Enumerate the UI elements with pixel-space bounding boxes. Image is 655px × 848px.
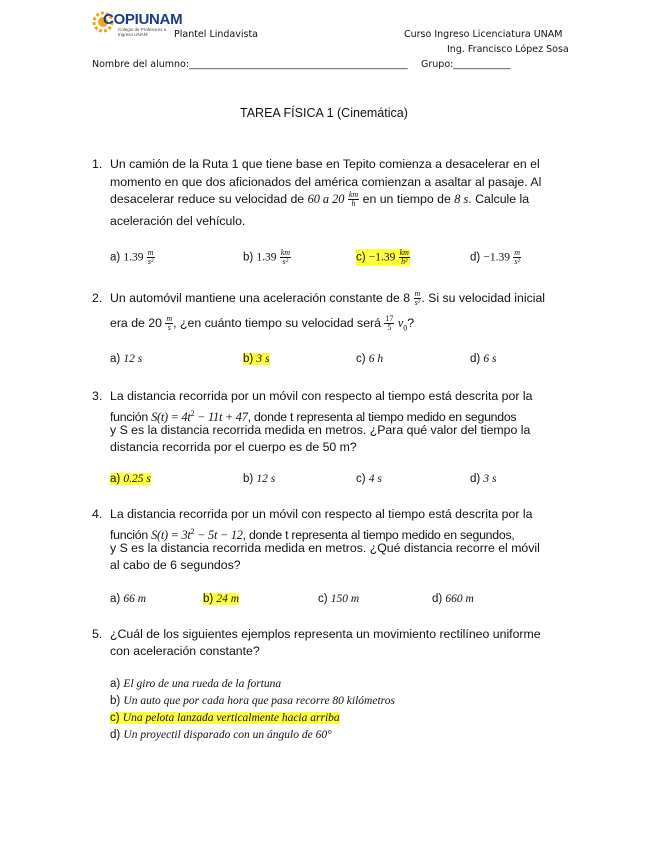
page-title: TAREA FÍSICA 1 (Cinemática) <box>240 106 408 120</box>
question-text: ¿Cuál de los siguientes ejemplos representa un movimiento rectilíneo uniforme <box>110 627 541 641</box>
question-text: era de 20 $\frac{m}{s}$ , ¿en cuánto tiempo su velocidad será $\frac{17}{5}$ $v_0$? <box>110 314 415 333</box>
option-a[interactable]: a) 66 m <box>110 593 147 605</box>
question-text: función $S(t) = 4t^2 - 11t + 47$, donde t representa al tiempo medido en segundos <box>110 409 517 425</box>
group-label: Grupo: <box>421 59 454 70</box>
question-text: función $S(t) = 3t^2 - 5t - 12$, donde t representa al tiempo medido en segundos, <box>110 527 515 543</box>
logo-tagline: Colegio de Profesores a Ingreso UNAM <box>118 27 167 37</box>
option-c[interactable]: c) 4 s <box>356 473 382 485</box>
question-number: 1. <box>92 157 103 171</box>
question-number: 4. <box>92 507 103 521</box>
question-text: al cabo de 6 segundos? <box>110 558 241 572</box>
option-d[interactable]: d) 6 s <box>470 353 497 365</box>
student-name-blank: ______________________________________________ <box>189 59 408 70</box>
option-b[interactable]: b) 1.39 $\frac{km}{\text{s²}}$ <box>243 248 291 266</box>
question-text: momento en que dos aficionados del américa comienzan a asaltar al pasaje. Al <box>110 175 542 189</box>
option-a[interactable]: a) El giro de una rueda de la fortuna <box>110 678 282 690</box>
question-text: Un camión de la Ruta 1 que tiene base en Tepito comienza a desacelerar en el <box>110 157 540 171</box>
option-c[interactable]: c) 150 m <box>318 593 360 605</box>
logo-name: COPIUNAM <box>103 11 183 28</box>
option-d[interactable]: d) Un proyectil disparado con un ángulo de 60° <box>110 729 332 741</box>
question-text: desacelerar reduce su velocidad de 60 a 20 $\frac{km}{h}$ en un tiempo de 8 s. Calcule la <box>110 190 530 209</box>
option-d[interactable]: d) 660 m <box>432 593 474 605</box>
student-name-field[interactable] <box>92 59 408 70</box>
fraction: $\frac{km}{h}$ <box>348 190 359 209</box>
option-a[interactable]: a) 1.39 $\frac{m}{\text{s²}}$ <box>110 248 154 266</box>
question-text: Un automóvil mantiene una aceleración constante de 8 $\frac{m}{\text{s²}}$ . Si su velocidad inicial <box>110 289 546 308</box>
option-a-highlighted[interactable]: a) 0.25 s <box>110 473 151 485</box>
group-field[interactable] <box>421 59 510 70</box>
student-name-label: Nombre del alumno: <box>92 59 190 70</box>
question-text: distancia recorrida por el cuerpo es de 50 m? <box>110 440 357 454</box>
option-c-highlighted[interactable]: c) −1.39 $\frac{km}{\text{h²}}$ <box>356 248 409 266</box>
course-name: Curso Ingreso Licenciatura UNAM <box>404 29 563 40</box>
option-b[interactable]: b) 12 s <box>243 473 276 485</box>
question-text: La distancia recorrida por un móvil con respecto al tiempo está descrita por la <box>110 507 533 521</box>
question-number: 2. <box>92 291 103 305</box>
question-text: La distancia recorrida por un móvil con respecto al tiempo está descrita por la <box>110 389 533 403</box>
option-d[interactable]: d) 3 s <box>470 473 497 485</box>
question-number: 5. <box>92 627 103 641</box>
question-text: y S es la distancia recorrida medida en metros. ¿Para qué valor del tiempo la <box>110 423 531 437</box>
option-c-highlighted[interactable]: c) Una pelota lanzada verticalmente hacia arriba <box>110 712 340 724</box>
option-a[interactable]: a) 12 s <box>110 353 143 365</box>
question-number: 3. <box>92 389 103 403</box>
question-text: aceleración del vehículo. <box>110 214 246 228</box>
question-text: y S es la distancia recorrida medida en metros. ¿Qué distancia recorre el móvil <box>110 541 540 555</box>
question-text: con aceleración constante? <box>110 644 260 658</box>
campus-name: Plantel Lindavista <box>174 29 259 40</box>
option-b-highlighted[interactable]: b) 24 m <box>203 593 240 605</box>
teacher-name: Ing. Francisco López Sosa <box>447 44 569 55</box>
option-d[interactable]: d) −1.39 $\frac{m}{\text{s²}}$ <box>470 248 521 266</box>
option-b-highlighted[interactable]: b) 3 s <box>243 353 270 365</box>
group-blank: ____________ <box>453 59 511 70</box>
option-c[interactable]: c) 6 h <box>356 353 384 365</box>
option-b[interactable]: b) Un auto que por cada hora que pasa recorre 80 kilómetros <box>110 695 395 707</box>
